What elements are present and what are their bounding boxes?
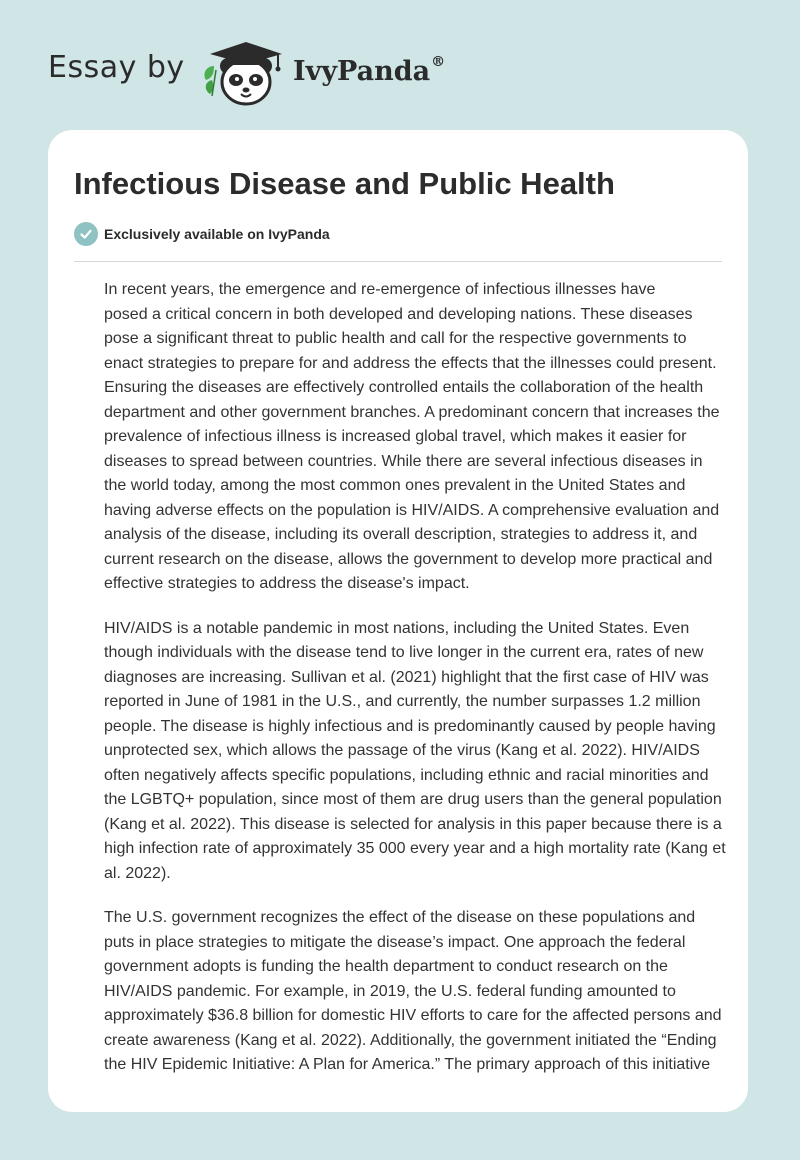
text-line: unprotected sex, which allows the passage of the virus (Kang et al. 2022). HIV/AIDS [104,742,700,759]
text-line: HIV/AIDS is a notable pandemic in most nations, including the United States. Even [104,619,690,637]
text-line: HIV/AIDS pandemic. For example, in 2019, the U.S. federal funding amounted to [104,982,676,1000]
text-line: though individuals with the disease tend to live longer in the current era, rates of new [104,644,704,661]
text-line: approximately $36.8 billion for domestic HIV efforts to care for the affected persons and [104,1007,722,1024]
text-line: the HIV Epidemic Initiative: A Plan for America.” The primary approach of this initiative [104,1056,711,1073]
text-line: In recent years, the emergence and re-emergence of infectious illnesses have [104,281,656,298]
text-line: reported in June of 1981 in the U.S., and currently, the number surpasses 1.2 million [104,693,701,710]
essay-by-label: Essay by [48,50,185,85]
text-line: prevalence of infectious illness is increased global travel, which makes it easier for [104,428,687,445]
site-header [0,0,800,120]
text-line: Ensuring the diseases are effectively controlled entails the collaboration of the health [104,379,704,396]
badge-label: Exclusively available on IvyPanda [104,226,330,242]
text-line: department and other government branches. A predominant concern that increases the [104,403,720,421]
page-title: Infectious Disease and Public Health [74,166,615,201]
registered-mark: ® [431,54,446,70]
text-line: government adopts is funding the health department to conduct research on the [104,958,668,975]
text-line: diagnoses are increasing. Sullivan et al. (2021) highlight that the first case of HIV was [104,668,709,686]
checkmark-icon [74,222,98,246]
text-line: current research on the disease, allows the government to develop more practical and [104,550,713,568]
text-line: diseases to spread between countries. While there are several infectious diseases in [104,452,703,470]
text-line: enact strategies to prepare for and address the effects that the illnesses could present. [104,354,717,372]
paragraph [74,906,724,1078]
paragraph [74,617,724,887]
text-line: create awareness (Kang et al. 2022). Additionally, the government initiated the “Ending [104,1031,717,1049]
text-line: puts in place strategies to mitigate the disease’s impact. One approach the federal [104,933,686,951]
text-line: effective strategies to address the disease's impact. [104,575,470,592]
text-line: the world today, among the most common ones prevalent in the United States and [104,477,686,494]
text-line: al. 2022). [104,864,171,882]
essay-body [74,278,724,1098]
essay-card [48,130,748,1112]
text-line: The U.S. government recognizes the effect of the disease on these populations and [104,909,696,926]
text-line: the LGBTQ+ population, since most of them are drug users than the general population [104,791,722,808]
exclusive-badge [74,222,330,246]
divider [74,261,722,262]
paragraph [74,278,724,597]
text-line: pose a significant threat to public health and call for the respective governments to [104,330,687,347]
brand-text: IvyPanda [293,56,431,87]
text-line: (Kang et al. 2022). This disease is selected for analysis in this paper because there is a [104,815,722,833]
text-line: having adverse effects on the population is HIV/AIDS. A comprehensive evaluation and [104,501,720,519]
text-line: often negatively affects specific populations, including ethnic and racial minorities and [104,766,709,784]
brand-name[interactable] [293,56,444,87]
text-line: posed a critical concern in both developed and developing nations. These diseases [104,305,693,323]
text-line: high infection rate of approximately 35 000 every year and a high mortality rate (Kang et [104,840,726,857]
panda-logo-icon[interactable] [198,36,292,108]
text-line: people. The disease is highly infectious and is predominantly caused by people having [104,717,716,735]
text-line: analysis of the disease, including its overall description, strategies to address it, and [104,526,698,543]
